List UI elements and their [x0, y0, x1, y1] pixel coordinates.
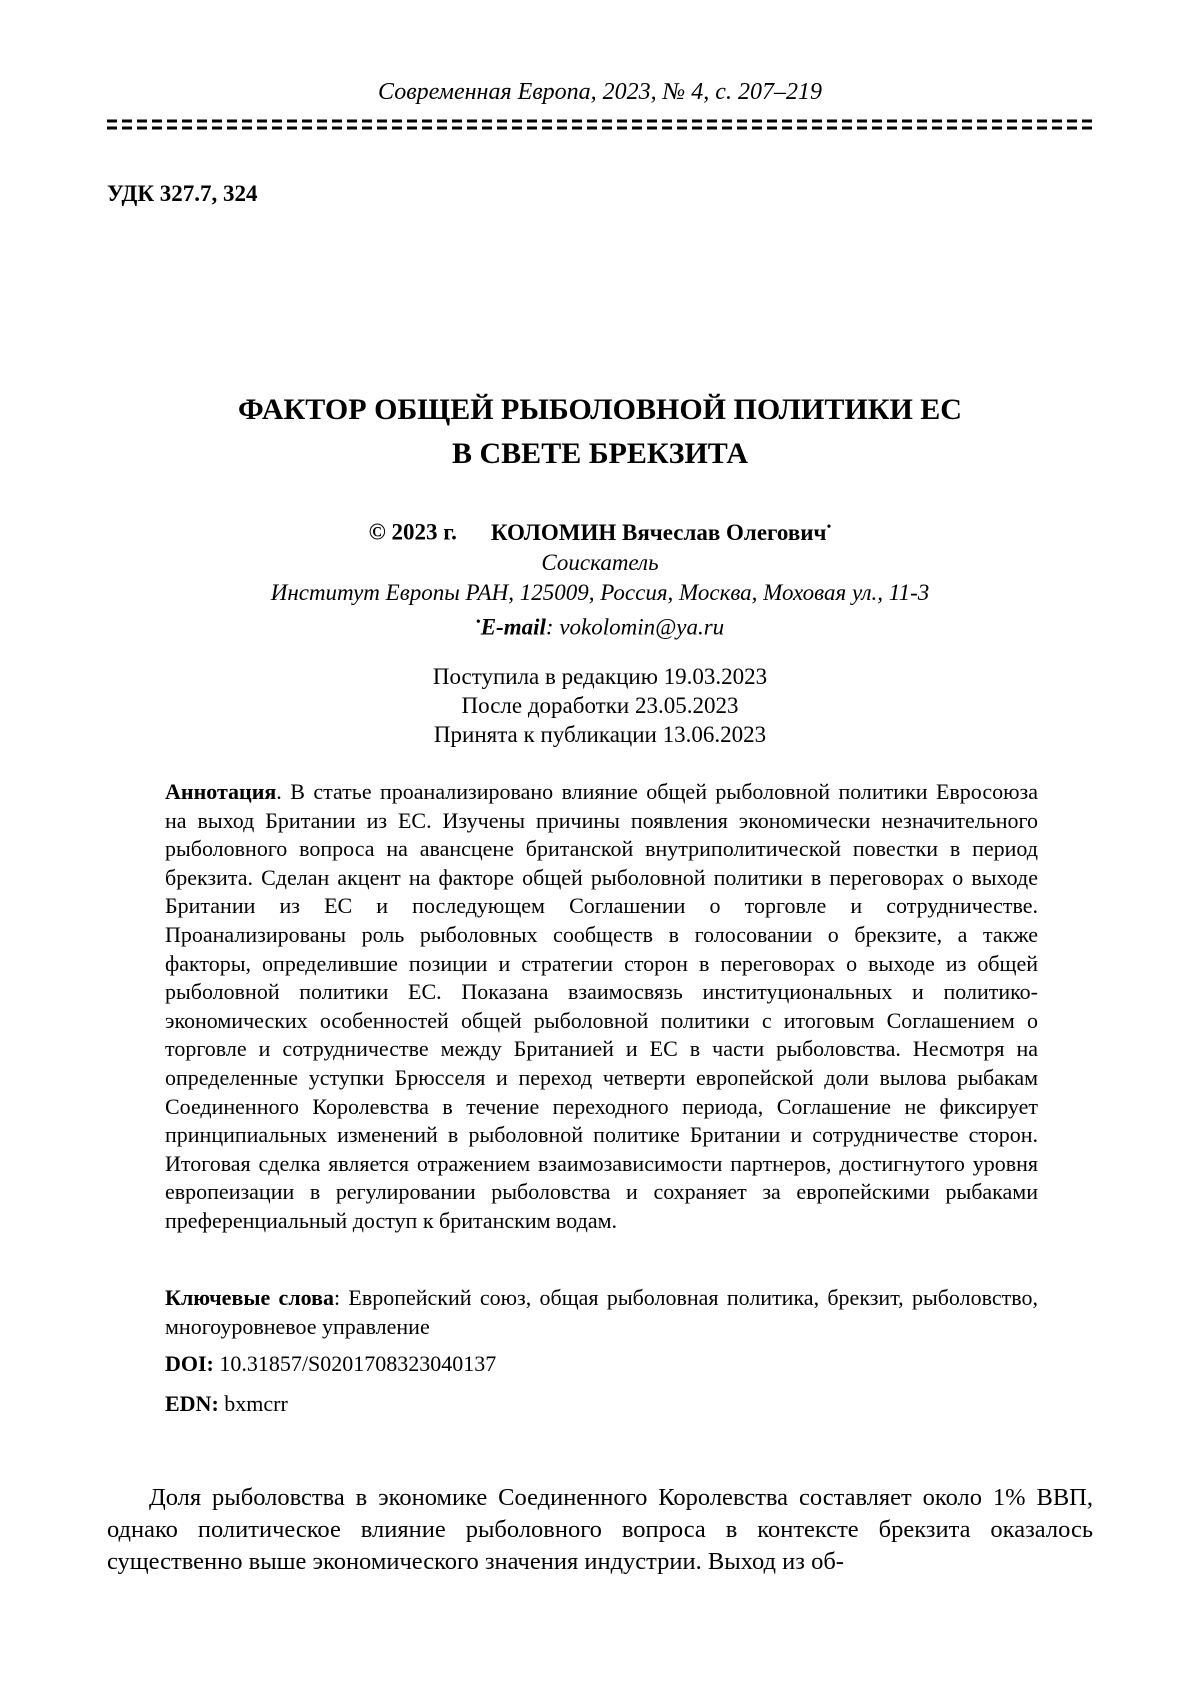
- journal-header: Современная Европа, 2023, № 4, с. 207–219: [378, 79, 822, 105]
- edn-line: [165, 1390, 288, 1418]
- author-name: КОЛОМИН Вячеслав Олегович: [490, 519, 827, 545]
- submission-dates: [0, 662, 1200, 749]
- author-email[interactable]: vokolomin@ya.ru: [559, 614, 725, 640]
- title-line-1: ФАКТОР ОБЩЕЙ РЫБОЛОВНОЙ ПОЛИТИКИ ЕС: [238, 393, 962, 426]
- title-line-2: В СВЕТЕ БРЕКЗИТА: [452, 437, 748, 470]
- keywords: Ключевые слова: Европейский союз, общая рыболовная политика, брекзит, рыболовство, многоуровневое управление: [165, 1285, 1038, 1339]
- author-mark: •: [826, 520, 832, 535]
- author-line: [0, 513, 1200, 548]
- edn-value: bxmcrr: [224, 1391, 288, 1416]
- abstract-label: Аннотация: [165, 779, 277, 804]
- email-label: E-mail: [480, 614, 546, 640]
- author-affiliation: Институт Европы РАН, 125009, Россия, Москва, Моховая ул., 11-3: [270, 579, 930, 605]
- date-received: Поступила в редакцию 19.03.2023: [432, 664, 768, 689]
- email-mark: •: [475, 614, 481, 630]
- author-position: Соискатель: [541, 549, 659, 575]
- date-accepted: Принята к публикации 13.06.2023: [433, 722, 767, 747]
- keywords-label: Ключевые слова: [165, 1285, 334, 1310]
- edn-label: EDN:: [165, 1391, 219, 1416]
- copyright-year: © 2023 г.: [368, 519, 457, 545]
- article-title: [0, 388, 1200, 476]
- author-email-line: •E-mail: vokolomin@ya.ru: [475, 614, 725, 640]
- doi-label: DOI:: [165, 1351, 214, 1376]
- date-revised: После доработки 23.05.2023: [461, 693, 739, 718]
- body-paragraph: Доля рыболовства в экономике Соединенного Королевства составляет около 1% ВВП, однако политическое влияние рыболовного вопроса в контексте брекзита оказалось существенно выше экономического значения индустрии. Выход из об-: [107, 1484, 1093, 1575]
- udk-code: УДК 327.7, 324: [107, 181, 258, 206]
- author-block: [0, 513, 1200, 642]
- abstract: Аннотация. В статье проанализировано влияние общей рыболовной политики Евросоюза на выход Британии из ЕС. Изучены причины появления экономически незначительного рыболовного вопроса на авансцене британской внутриполитической повестки в период брекзита. Сделан акцент на факторе общей рыболовной политики в переговорах о выходе Британии из ЕС и последующем Соглашении о торговле и сотрудничестве. Проанализированы роль рыболовных сообществ в голосовании о брекзите, а также факторы, определившие позиции и стратегии сторон в переговорах о выходе из общей рыболовной политики ЕС. Показана взаимосвязь институциональных и политико-экономических особенностей общей рыболовной политики с итоговым Соглашением о торговле и сотрудничестве между Британией и ЕС в части рыболовства. Несмотря на определенные уступки Брюсселя и переход четверти европейской доли вылова рыбакам Соединенного Королевства в течение переходного периода, Соглашение не фиксирует принципиальных изменений в рыболовной политике Британии и сотрудничестве сторон. Итоговая сделка является отражением взаимозависимости партнеров, достигнутого уровня европеизации в регулировании рыболовства и сохраняет за европейскими рыбаками преференциальный доступ к британским водам.: [165, 779, 1038, 1233]
- doi-value[interactable]: 10.31857/S0201708323040137: [219, 1351, 497, 1376]
- abstract-text: В статье проанализировано влияние общей рыболовной политики Евросоюза на выход Британии из ЕС. Изучены причины появления экономически незначительного рыболовного вопроса на авансцене британской внутриполитической повестки в период брекзита. Сделан акцент на факторе общей рыболовной политики в переговорах о выходе Британии из ЕС и последующем Соглашении о торговле и сотрудничестве. Проанализированы роль рыболовных сообществ в голосовании о брекзите, а также факторы, определившие позиции и стратегии сторон в переговорах о выходе из общей рыболовной политики ЕС. Показана взаимосвязь институциональных и политико-экономических особенностей общей рыболовной политики с итоговым Соглашением о торговле и сотрудничестве между Британией и ЕС в части рыболовства. Несмотря на определенные уступки Брюсселя и переход четверти европейской доли вылова рыбакам Соединенного Королевства в течение переходного периода, Соглашение не фиксирует принципиальных изменений в рыболовной политике Британии и сотрудничестве сторон. Итоговая сделка является отражением взаимозависимости партнеров, достигнутого уровня европеизации в регулировании рыболовства и сохраняет за европейскими рыбаками преференциальный доступ к британским водам.: [165, 779, 1038, 1233]
- header-double-rule: [107, 118, 1093, 132]
- keywords-text: Европейский союз, общая рыболовная политика, брекзит, рыболовство, многоуровневое управление: [165, 1285, 1038, 1339]
- doi-line: [165, 1350, 496, 1378]
